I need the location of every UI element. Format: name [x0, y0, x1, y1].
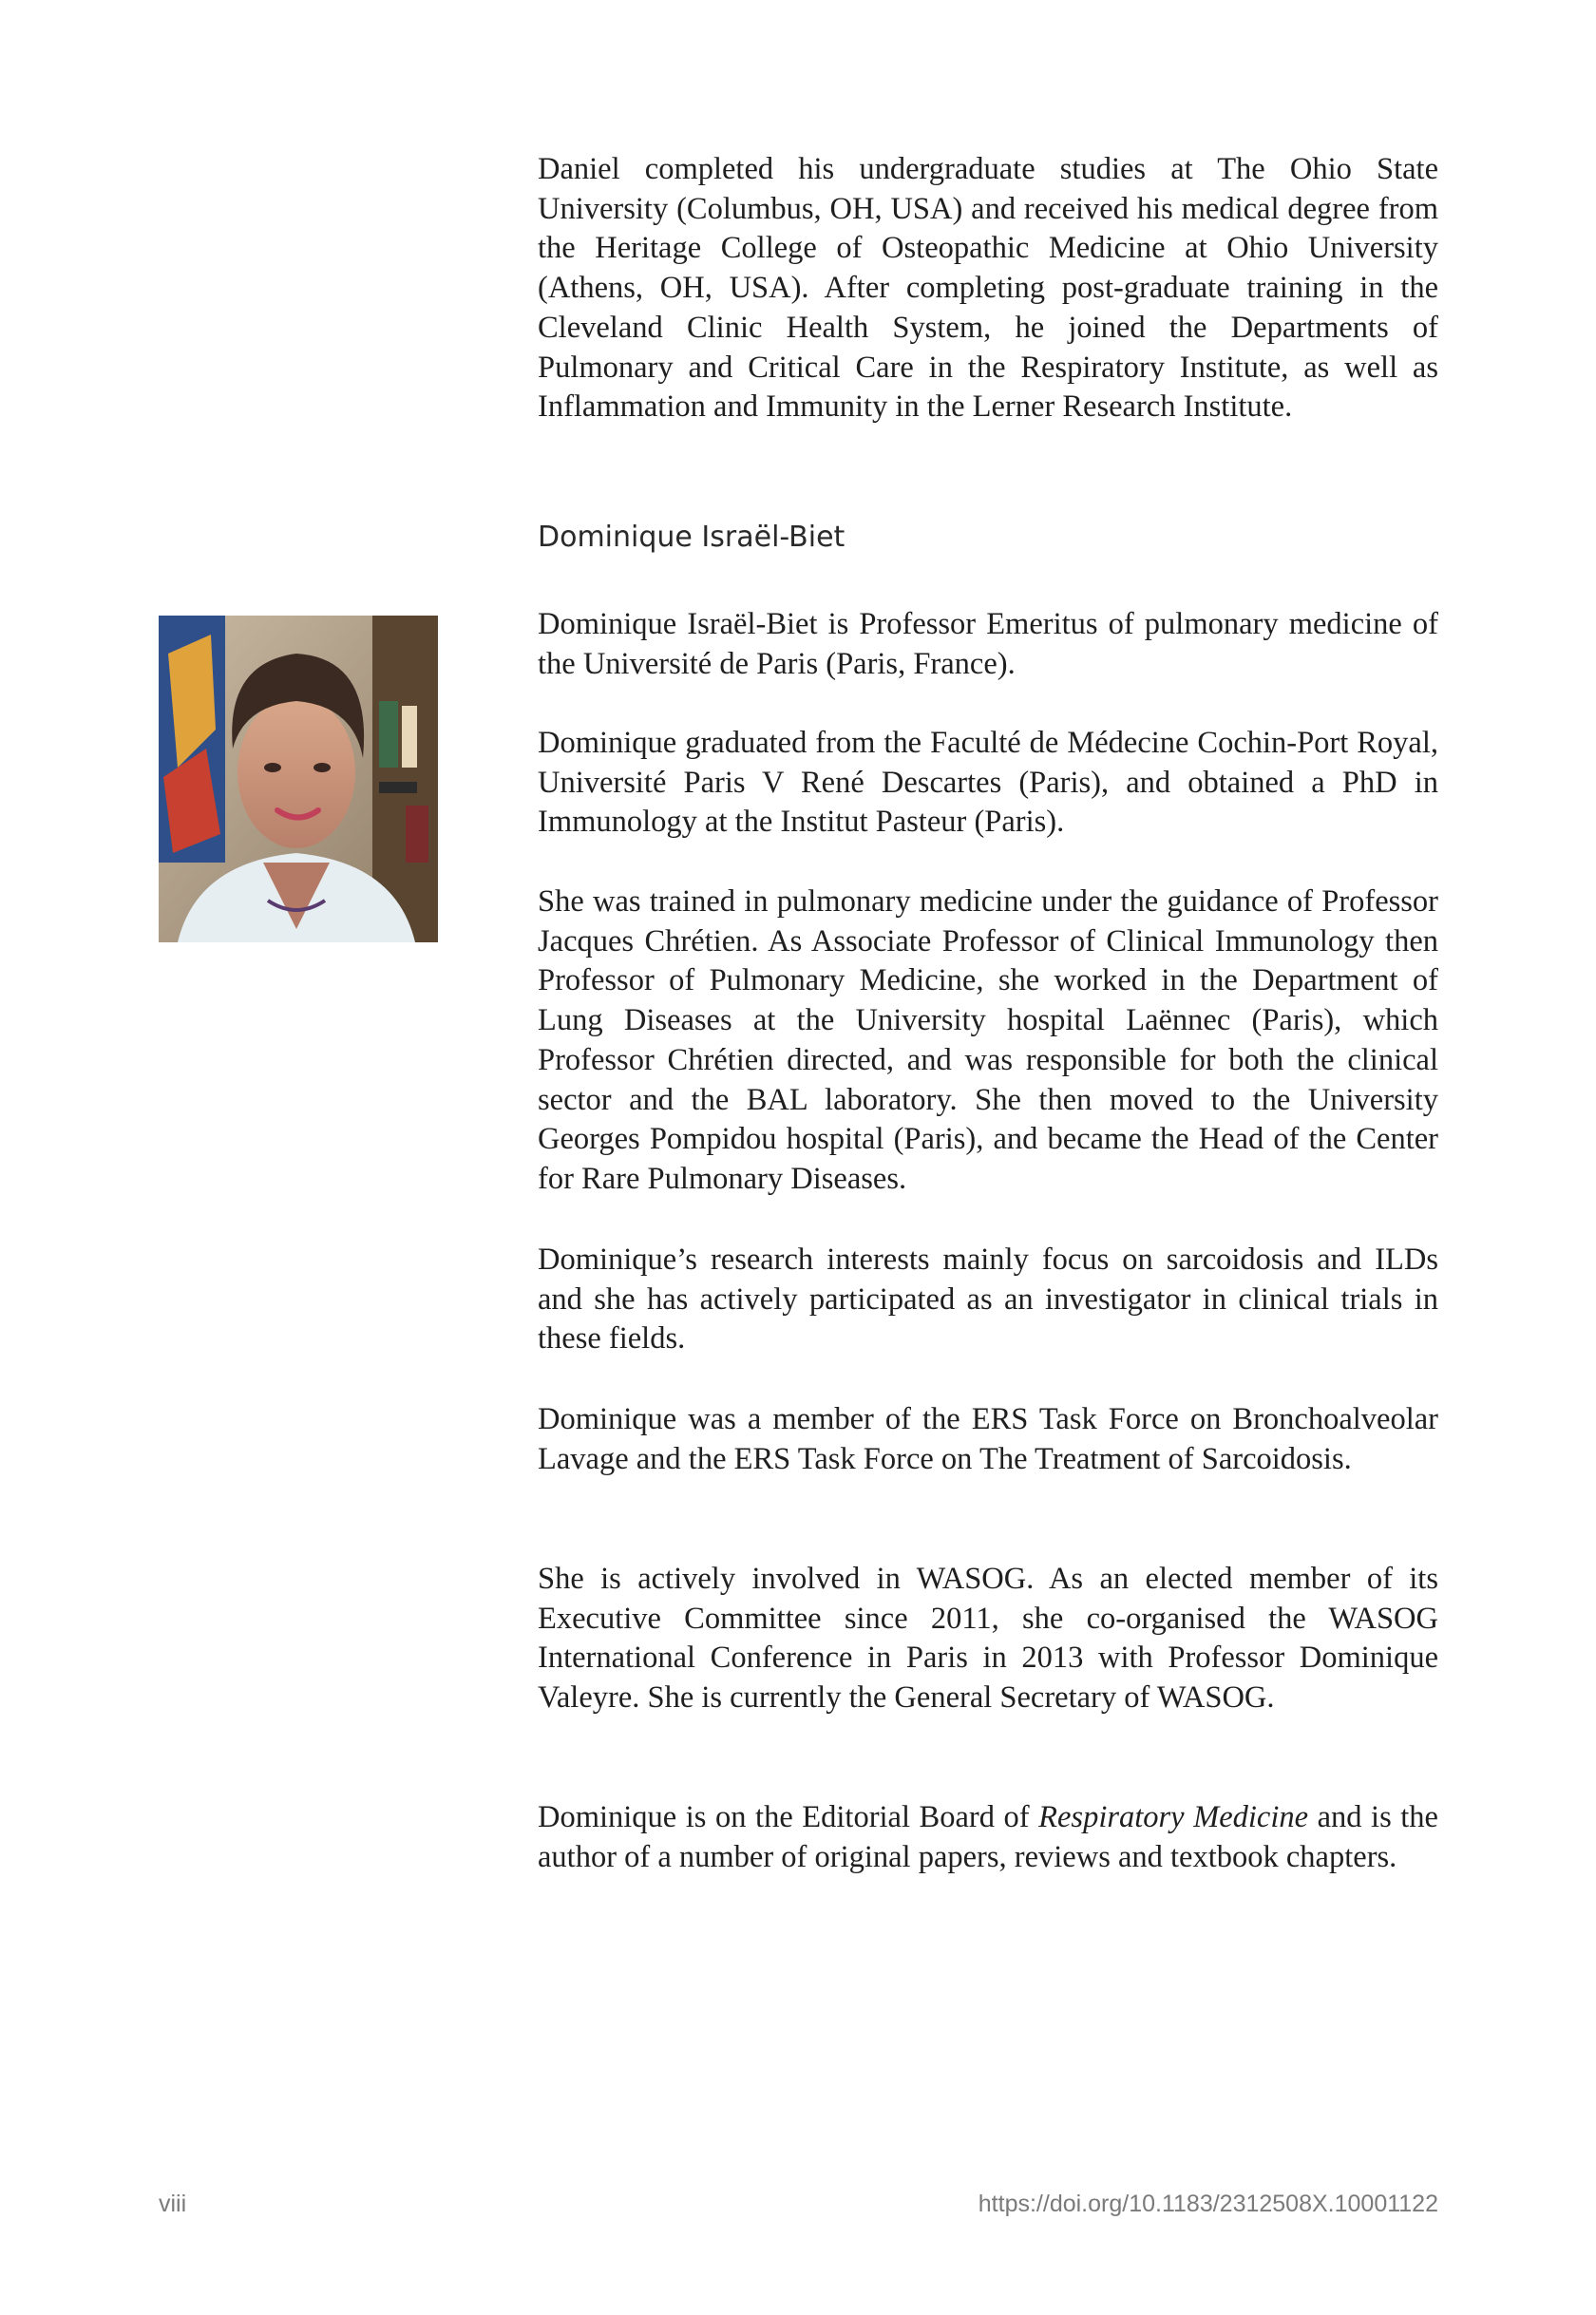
previous-bio-paragraph: Daniel completed his undergraduate studies at The Ohio State University (Columbus, OH, USA) and received his medical degree from the Heritage College of Osteopathic Medicine at Ohio University (Athens, OH, USA). After completing post-graduate training in the Cleveland Clinic Health System, he joined the Departments of Pulmonary and Critical Care in the Respiratory Institute, as well as Inflammation and Immunity in the Lerner Research Institute. [538, 152, 1438, 425]
bio-name-heading: Dominique Israël-Biet [538, 521, 846, 554]
bio-paragraph: She is actively involved in WASOG. As an elected member of its Executive Committee since 2011, she co-organised the WASOG International Conference in Paris in 2013 with Professor Dominique Valeyre. She is currently the General Secretary of WASOG. [538, 1562, 1438, 1716]
journal-title: Respiratory Medicine [1038, 1800, 1309, 1834]
bio-last-paragraph [538, 1798, 1438, 1877]
bio-paragraph: Dominique was a member of the ERS Task Force on Bronchoalveolar Lavage and the ERS Task Force on The Treatment of Sarcoidosis. [538, 1402, 1438, 1476]
page-number: viii [159, 2191, 187, 2217]
bio-paragraph: She was trained in pulmonary medicine under the guidance of Professor Jacques Chrétien. As Associate Professor of Clinical Immunology then Professor of Pulmonary Medicine, she worked in the Department of Lung Diseases at the University hospital Laënnec (Paris), which Professor Chrétien directed, and was responsible for both the clinical sector and the BAL laboratory. She then moved to the University Georges Pompidou hospital (Paris), and became the Head of the Center for Rare Pulmonary Diseases. [538, 884, 1438, 1196]
portrait-photo [159, 616, 438, 942]
portrait-image [159, 616, 438, 942]
last-paragraph-text-after: and is the author of a number of original papers, reviews and textbook chapters. [538, 1800, 1438, 1874]
doi-link[interactable]: https://doi.org/10.1183/2312508X.10001122 [978, 2191, 1438, 2217]
last-paragraph-text-before: Dominique is on the Editorial Board of [538, 1800, 1039, 1834]
bio-paragraph: Dominique graduated from the Faculté de Médecine Cochin-Port Royal, Université Paris V René Descartes (Paris), and obtained a PhD in Immunology at the Institut Pasteur (Paris). [538, 726, 1438, 840]
bio-paragraph: Dominique Israël-Biet is Professor Emeritus of pulmonary medicine of the Université de Paris (Paris, France). [538, 607, 1438, 681]
bio-paragraph: Dominique’s research interests mainly focus on sarcoidosis and ILDs and she has actively participated as an investigator in clinical trials in these fields. [538, 1243, 1438, 1357]
